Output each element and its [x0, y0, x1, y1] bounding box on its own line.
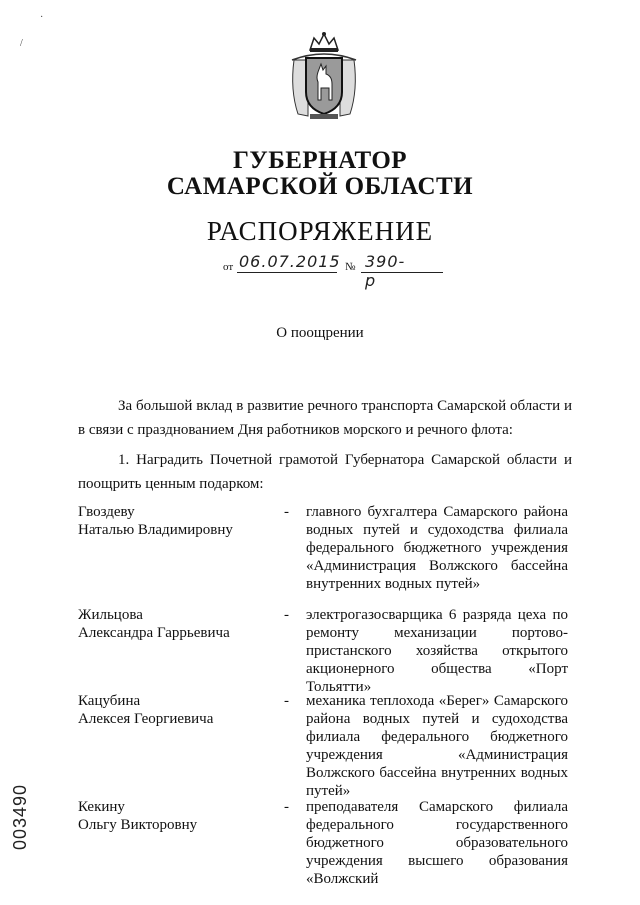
- document-type: РАСПОРЯЖЕНИЕ: [206, 216, 434, 246]
- governor-title: ГУБЕРНАТОР: [232, 147, 408, 174]
- awardee-surname: Кацубина: [78, 693, 141, 709]
- awardee-surname: Кекину: [78, 799, 125, 815]
- entry-dash: -: [284, 799, 289, 815]
- item-1-paragraph: 1. Наградить Почетной грамотой Губернатора Самарской области и поощрить ценным подарком:: [78, 452, 572, 492]
- entry-dash: -: [284, 693, 289, 709]
- awardee-name: [78, 692, 278, 728]
- side-registration-number: 003490: [10, 783, 30, 850]
- scan-mark: /: [20, 38, 23, 49]
- date-from-label: от: [223, 261, 234, 273]
- awardee-name: [78, 503, 278, 539]
- number-label: №: [345, 261, 356, 273]
- samara-coat-of-arms-icon: [288, 30, 360, 122]
- awardee-position: преподавателя Самарского филиала федерального государственного бюджетного образовательного учреждения высшего образования «Волжский: [306, 799, 568, 887]
- awardee-position: механика теплохода «Берег» Самарского района водных путей и судоходства филиала федерального бюджетного учреждения «Администрация Волжского бассейна внутренних водных путей»: [306, 693, 568, 799]
- scan-mark: ·: [40, 12, 44, 23]
- date-underline: [237, 272, 337, 273]
- awardee-given-name: Александра Гаррьевича: [78, 625, 230, 641]
- awardee-given-name: Наталью Владимировну: [78, 522, 233, 538]
- entry-dash: -: [284, 607, 289, 623]
- awardee-name: [78, 606, 278, 642]
- awardee-position: электрогазосварщика 6 разряда цеха по ремонту механизации портово-пристанского хозяйства открытого акционерного общества «Порт Тольятти»: [306, 607, 568, 695]
- awardee-given-name: Алексея Георгиевича: [78, 711, 214, 727]
- document-number: 390-р: [365, 252, 406, 290]
- entry-dash: -: [284, 504, 289, 520]
- intro-paragraph: За большой вклад в развитие речного транспорта Самарской области и в связи с празднованием Дня работников морского и речного флота:: [78, 398, 572, 438]
- document-subject: О поощрении: [276, 325, 364, 341]
- awardee-position: главного бухгалтера Самарского района водных путей и судоходства филиала федерального бюджетного учреждения «Администрация Волжского бассейна внутренних водных путей»: [306, 504, 568, 592]
- awardee-name: [78, 798, 278, 834]
- awardee-given-name: Ольгу Викторовну: [78, 817, 198, 833]
- region-title: САМАРСКОЙ ОБЛАСТИ: [166, 173, 474, 200]
- number-underline: [361, 272, 443, 273]
- awardee-surname: Гвоздеву: [78, 504, 135, 520]
- awardee-surname: Жильцова: [78, 607, 143, 623]
- document-date: 06.07.2015: [239, 252, 341, 271]
